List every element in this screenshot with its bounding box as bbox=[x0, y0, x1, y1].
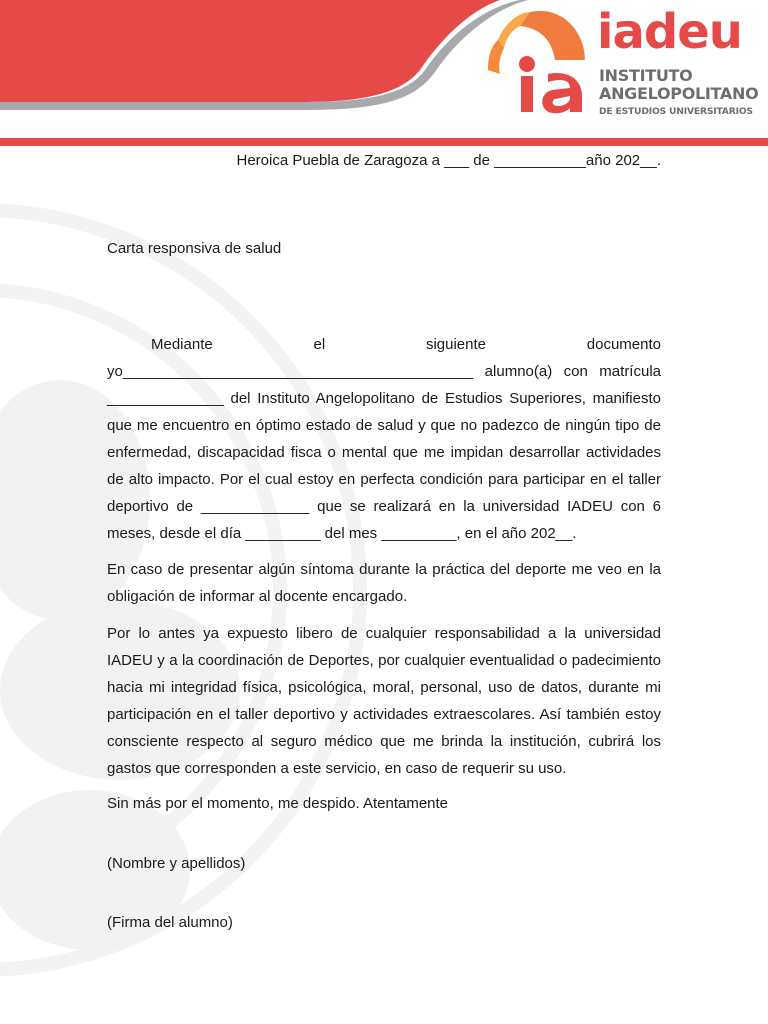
name-label: (Nombre y apellidos) bbox=[107, 855, 246, 872]
institute-name-line2: ANGELOPOLITANO bbox=[599, 84, 759, 103]
paragraph-liability: Por lo antes ya expuesto libero de cualquier responsabilidad a la universidad IADEU y a la coordinación de Deportes, por cualquier eventualidad o padecimiento hacia mi integridad física, psicológica, moral, personal, uso de datos, durante mi participación en el taller deportivo y actividades extraescolares. Así también estoy consciente respecto al seguro médico que me brinda la institución, cubrirá los gastos que corresponden a este servicio, en caso de requerir su uso. bbox=[107, 625, 661, 777]
closing-line: Sin más por el momento, me despido. Atentamente bbox=[107, 795, 449, 812]
paragraph-commitment: Mediante el siguiente documento yo__________________________________________ alumno(a) con matrícula ______________ del Instituto Angelopolitano de Estudios Superiores, manifiesto que me encuentro en óptimo estado de salud y que no padezco de ningún tipo de enfermedad, discapacidad fisca o mental que me impidan desarrollar actividades de alto impacto. Por el cual estoy en perfecta condición para participar en el taller deportivo de _____________ que se realizará en la universidad IADEU con 6 meses, desde el día _________ del mes _________, en el año 202__. bbox=[107, 336, 661, 542]
brand-logo-text: iadeu bbox=[597, 4, 742, 60]
logo-mark-icon bbox=[488, 11, 585, 114]
date-line: Heroica Puebla de Zaragoza a ___ de ___________año 202__. bbox=[236, 152, 661, 169]
signature-label: (Firma del alumno) bbox=[107, 914, 233, 931]
institute-name-line1: INSTITUTO bbox=[599, 66, 693, 85]
institute-name-line3: DE ESTUDIOS UNIVERSITARIOS bbox=[599, 106, 753, 117]
paragraph-symptoms: En caso de presentar algún síntoma durante la práctica del deporte me veo en la obligación de informar al docente encargado. bbox=[107, 561, 661, 605]
letter-title: Carta responsiva de salud bbox=[107, 240, 282, 257]
